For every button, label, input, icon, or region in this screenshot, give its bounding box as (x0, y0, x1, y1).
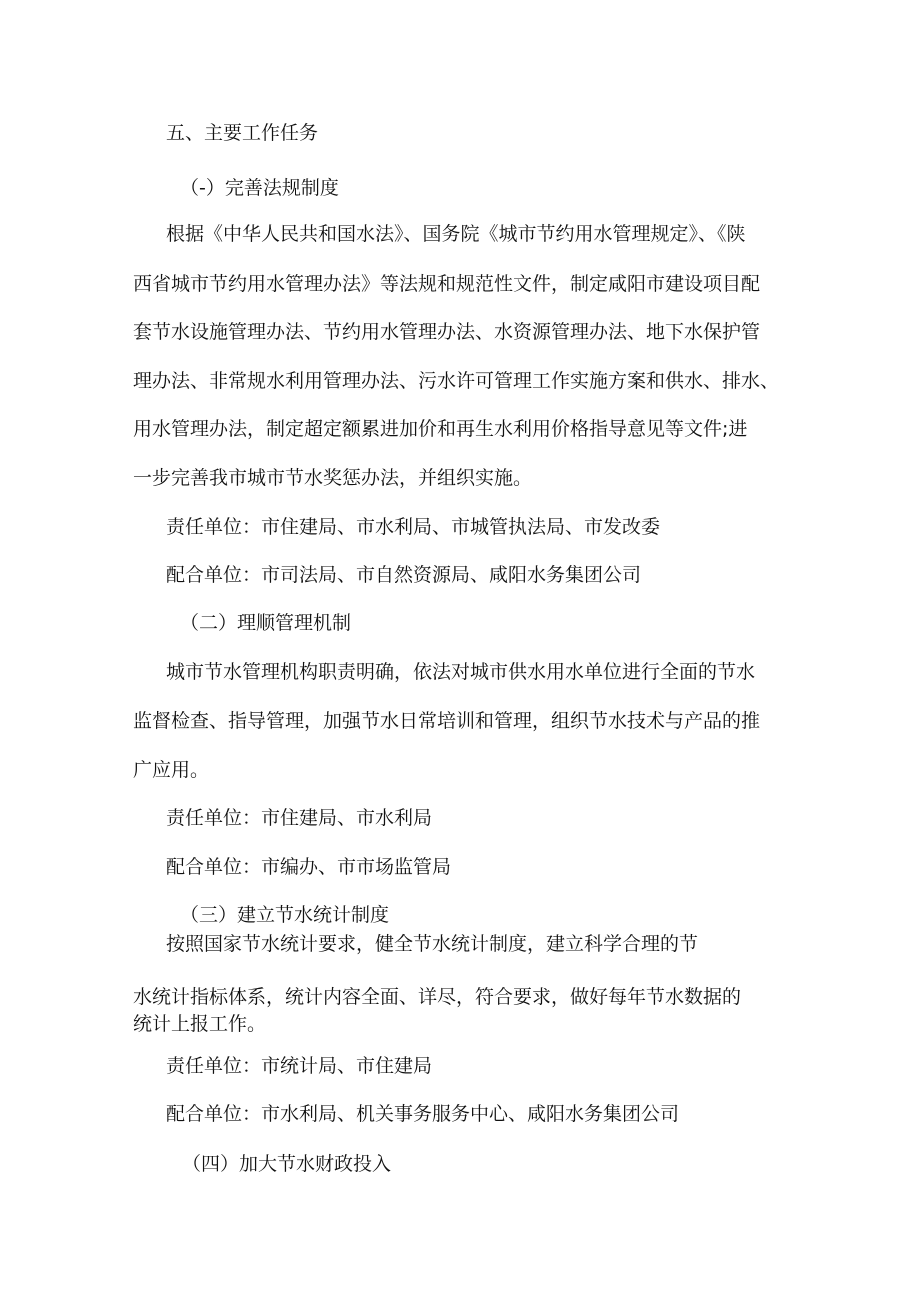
item-heading-1: （-）完善法规制度 (180, 177, 339, 199)
paragraph-line: 水统计指标体系，统计内容全面、详尽，符合要求，做好每年节水数据的 (133, 986, 742, 1008)
paragraph-line: 套节水设施管理办法、节约用水管理办法、水资源管理办法、地下水保护管 (133, 321, 761, 343)
paragraph-line: 西省城市节约用水管理办法》等法规和规范性文件，制定咸阳市建设项目配 (133, 273, 761, 295)
paragraph-line: 根据《中华人民共和国水法》、国务院《城市节约用水管理规定》、《陕 (166, 223, 746, 245)
cooperating-units: 配合单位：市司法局、市自然资源局、咸阳水务集团公司 (166, 564, 642, 586)
paragraph-line: 理办法、非常规水利用管理办法、污水许可管理工作实施方案和供水、排水、 (133, 370, 780, 392)
cooperating-units: 配合单位：市水利局、机关事务服务中心、咸阳水务集团公司 (166, 1103, 680, 1125)
responsible-units: 责任单位：市统计局、市住建局 (166, 1055, 433, 1077)
item-heading-3: （三）建立节水统计制度 (180, 904, 390, 926)
paragraph-line: 监督检查、指导管理，加强节水日常培训和管理，组织节水技术与产品的推 (133, 710, 761, 732)
responsible-units: 责任单位：市住建局、市水利局 (166, 807, 433, 829)
paragraph-line: 用水管理办法，制定超定额累进加价和再生水利用价格指导意见等文件;进 (133, 418, 748, 440)
paragraph-line: 一步完善我市城市节水奖惩办法，并组织实施。 (133, 467, 533, 489)
item-heading-2: （二）理顺管理机制 (180, 612, 352, 634)
item-heading-4: （四）加大节水财政投入 (182, 1153, 392, 1175)
section-title: 五、主要工作任务 (166, 122, 319, 144)
responsible-units: 责任单位：市住建局、市水利局、市城管执法局、市发改委 (166, 516, 661, 538)
cooperating-units: 配合单位：市编办、市市场监管局 (166, 856, 452, 878)
paragraph-line: 城市节水管理机构职责明确，依法对城市供水用水单位进行全面的节水 (166, 661, 756, 683)
paragraph-line: 广应用。 (133, 759, 210, 781)
paragraph-line: 统计上报工作。 (133, 1013, 267, 1035)
paragraph-line: 按照国家节水统计要求，健全节水统计制度，建立科学合理的节 (166, 933, 699, 955)
